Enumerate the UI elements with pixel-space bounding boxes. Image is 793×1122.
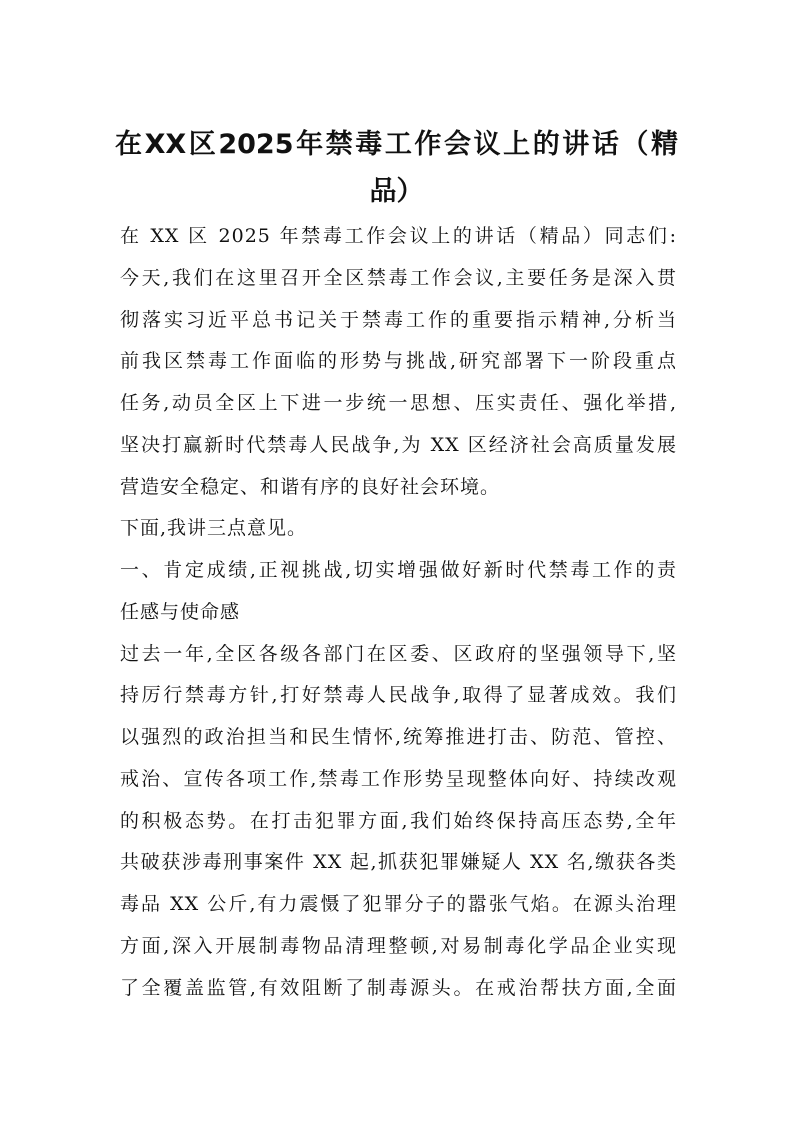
paragraph-line: 持厉行禁毒方针,打好禁毒人民战争,取得了显著成效。我们 [120,684,677,707]
document-title-line-1: 在XX区2025年禁毒工作会议上的讲话（精 [115,129,678,160]
paragraph-line: 任感与使命感 [120,600,241,623]
paragraph-line: 前我区禁毒工作面临的形势与挑战,研究部署下一阶段重点 [120,350,677,373]
paragraph-line: 今天,我们在这里召开全区禁毒工作会议,主要任务是深入贯 [120,266,677,289]
document-title-line-2: 品） [369,176,424,207]
paragraph-line: 坚决打赢新时代禁毒人民战争,为 XX 区经济社会高质量发展 [120,433,677,456]
paragraph-line: 以强烈的政治担当和民生情怀,统筹推进打击、防范、管控、 [120,726,677,748]
document-body [120,216,677,1009]
paragraph-line: 一、肯定成绩,正视挑战,切实增强做好新时代禁毒工作的责 [120,559,677,581]
paragraph-line: 戒治、宣传各项工作,禁毒工作形势呈现整体向好、持续改观 [120,767,677,790]
paragraph-line: 的积极态势。在打击犯罪方面,我们始终保持高压态势,全年 [120,809,677,832]
paragraph-line: 毒品 XX 公斤,有力震慑了犯罪分子的嚣张气焰。在源头治理 [120,893,677,915]
paragraph-line: 彻落实习近平总书记关于禁毒工作的重要指示精神,分析当 [120,308,677,331]
paragraph-line: 过去一年,全区各级各部门在区委、区政府的坚强领导下,坚 [120,642,677,665]
paragraph-line: 营造安全稳定、和谐有序的良好社会环境。 [120,475,501,498]
paragraph-line: 任务,动员全区上下进一步统一思想、压实责任、强化举措, [120,392,677,414]
paragraph-line: 方面,深入开展制毒物品清理整顿,对易制毒化学品企业实现 [120,934,677,957]
paragraph-line: 共破获涉毒刑事案件 XX 起,抓获犯罪嫌疑人 XX 名,缴获各类 [120,851,677,874]
paragraph-line: 下面,我讲三点意见。 [120,517,308,540]
paragraph-line: 在 XX 区 2025 年禁毒工作会议上的讲话（精品）同志们: [120,225,677,247]
paragraph-line: 了全覆盖监管,有效阻断了制毒源头。在戒治帮扶方面,全面 [120,976,677,999]
